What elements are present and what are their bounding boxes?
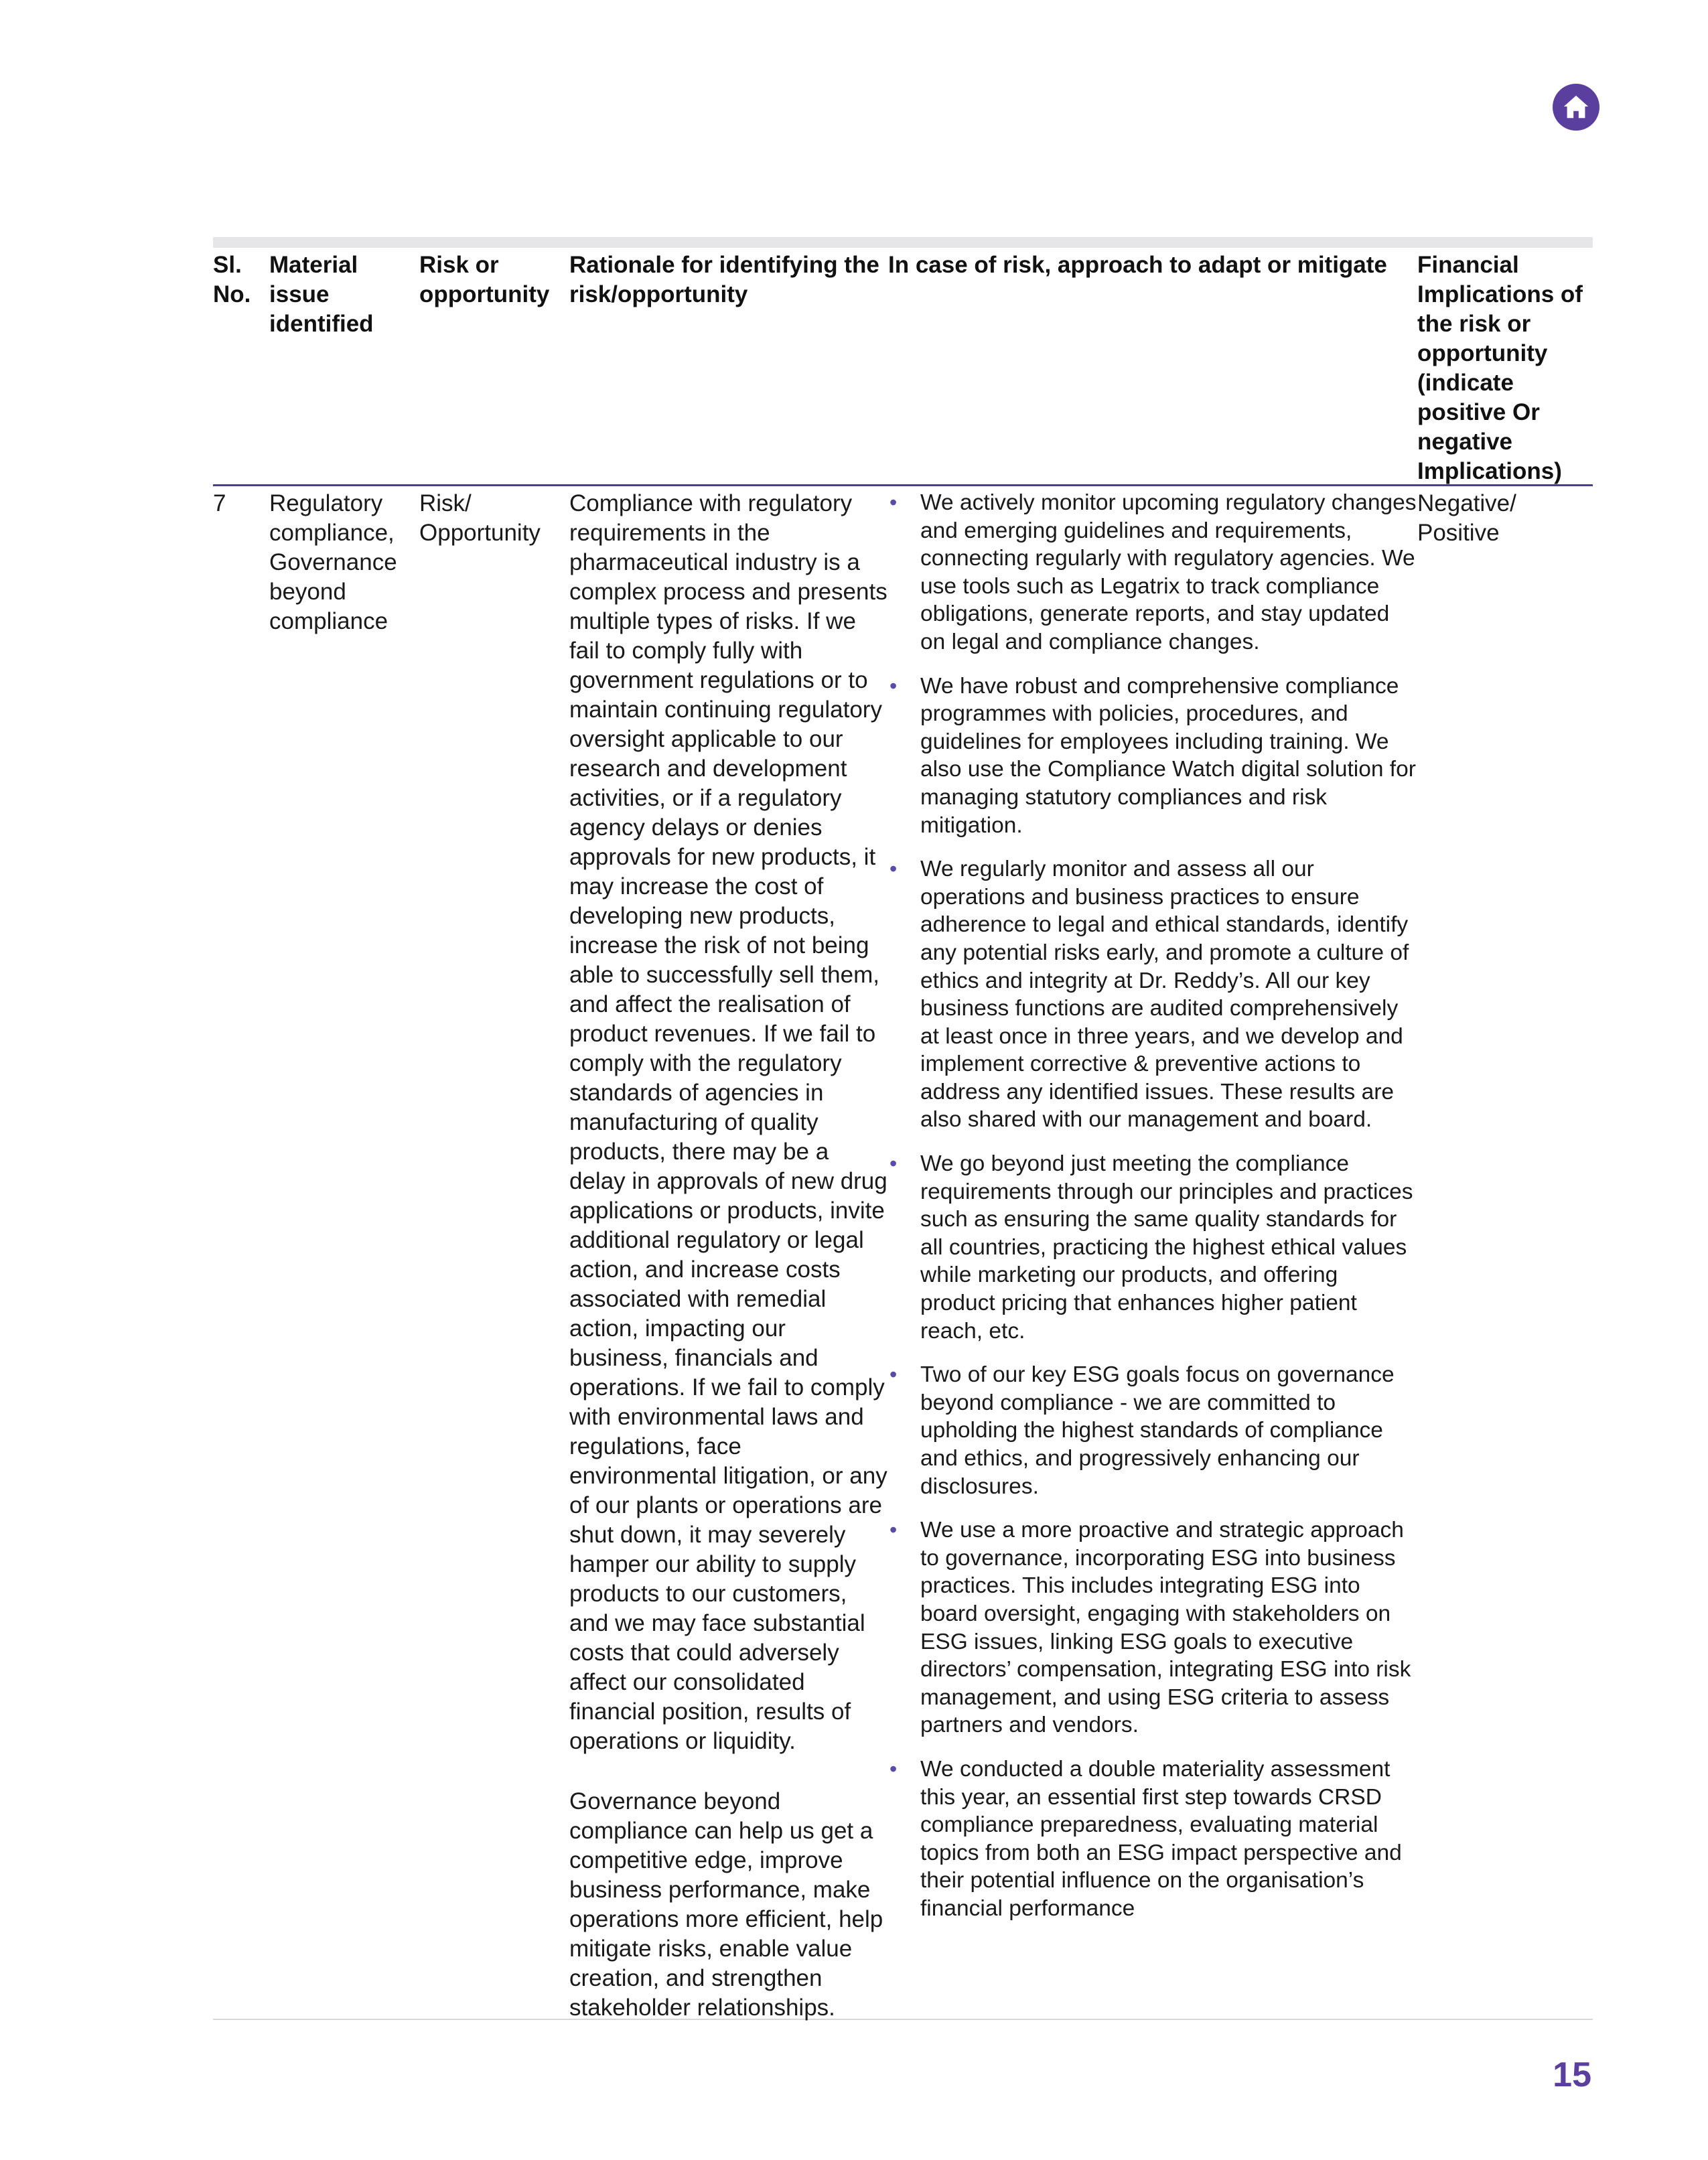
header-material-issue: Material issue identified xyxy=(269,252,374,337)
table-header-row xyxy=(213,248,1593,486)
cell-sl-no: 7 xyxy=(213,490,226,516)
home-button[interactable] xyxy=(1553,84,1599,131)
page-number: 15 xyxy=(1553,2056,1591,2094)
rationale-paragraph: Governance beyond compliance can help us get a competitive edge, improve business performance, make operations more efficient, help mitigate risks, enable value creation, and strengthen stakeholder relationships. xyxy=(569,1788,883,2021)
risk-opportunity-table xyxy=(213,248,1593,2020)
approach-item: • We conducted a double materiality assessment this year, an essential first step towards CRSD compliance preparedness, evaluating material topics from both an ESG impact perspective and their potential influence on the organisation’s financial performance xyxy=(888,1755,1417,1923)
cell-financial-implications: Negative/ Positive xyxy=(1417,490,1516,546)
approach-item: • Two of our key ESG goals focus on governance beyond compliance - we are committed to upholding the highest standards of compliance and ethics, and progressively enhancing our disclosures. xyxy=(888,1361,1417,1500)
home-icon xyxy=(1561,92,1591,123)
approach-item: • We have robust and comprehensive compliance programmes with policies, procedures, and guidelines for employees including training. We also use the Compliance Watch digital solution for managing statutory compliances and risk mitigation. xyxy=(888,672,1417,840)
cell-approach xyxy=(888,486,1417,2019)
header-approach: In case of risk, approach to adapt or mitigate xyxy=(888,252,1387,278)
approach-item: • We regularly monitor and assess all our operations and business practices to ensure adherence to legal and ethical standards, identify any potential risks early, and promote a culture of ethics and integrity at Dr. Reddy’s. All our key business functions are audited comprehensively at least once in three years, and we develop and implement corrective & preventive actions to address any identified issues. These results are also shared with our management and board. xyxy=(888,855,1417,1134)
approach-item: • We go beyond just meeting the compliance requirements through our principles and practices such as ensuring the same quality standards for all countries, practicing the highest ethical values while marketing our products, and offering product pricing that enhances higher patient reach, etc. xyxy=(888,1150,1417,1345)
header-sl-no: Sl. No. xyxy=(213,252,251,307)
header-financial-implications: Financial Implications of the risk or opportunity (indicate positive Or negative Implications) xyxy=(1417,252,1583,484)
cell-material-issue: Regulatory compliance, Governance beyond compliance xyxy=(269,490,397,634)
table-row xyxy=(213,486,1593,2020)
approach-list xyxy=(888,489,1417,1923)
header-risk-or-opportunity: Risk or opportunity xyxy=(419,252,550,307)
approach-item: • We actively monitor upcoming regulatory changes and emerging guidelines and requirements, connecting regularly with regulatory agencies. We use tools such as Legatrix to track compliance obligations, generate reports, and stay updated on legal and compliance changes. xyxy=(888,489,1417,656)
approach-item: • We use a more proactive and strategic approach to governance, incorporating ESG into business practices. This includes integrating ESG into board oversight, engaging with stakeholders on ESG issues, linking ESG goals to executive directors’ compensation, integrating ESG into risk management, and using ESG criteria to assess partners and vendors. xyxy=(888,1516,1417,1739)
header-rationale: Rationale for identifying the risk/opportunity xyxy=(569,252,879,307)
cell-risk-or-opportunity: Risk/ Opportunity xyxy=(419,490,541,546)
rationale-paragraph: Compliance with regulatory requirements in the pharmaceutical industry is a complex process and presents multiple types of risks. If we fail to comply fully with government regulations or to maintain continuing regulatory oversight applicable to our research and development activities, or if a regulatory agency delays or denies approvals for new products, it may increase the cost of developing new products, increase the risk of not being able to successfully sell them, and affect the realisation of product revenues. If we fail to comply with the regulatory standards of agencies in manufacturing of quality products, there may be a delay in approvals of new drug applications or products, invite additional regulatory or legal action, and increase costs associated with remedial action, impacting our business, financials and operations. If we fail to comply with environmental laws and regulations, face environmental litigation, or any of our plants or operations are shut down, it may severely hamper our ability to supply products to our customers, and we may face substantial costs that could adversely affect our consolidated financial position, results of operations or liquidity. xyxy=(569,490,887,1754)
cell-rationale xyxy=(569,486,888,2019)
table-top-rule xyxy=(213,237,1593,248)
